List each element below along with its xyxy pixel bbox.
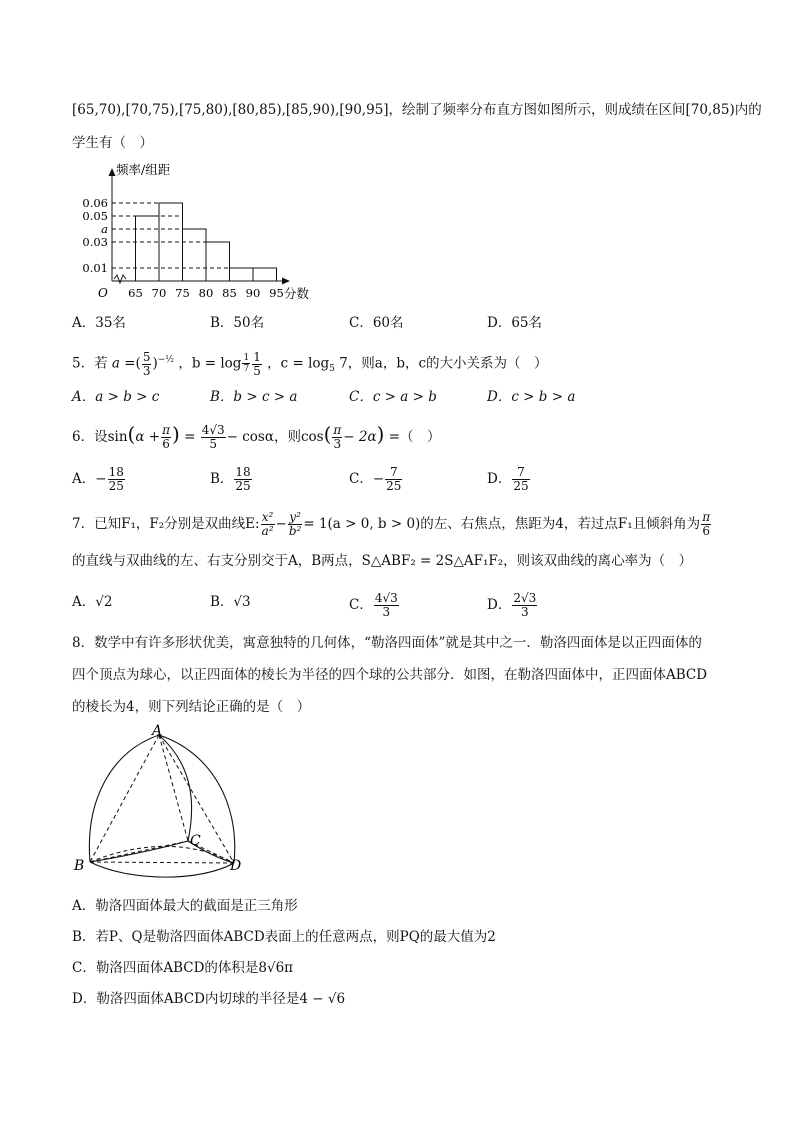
q5-tail: ，则a，b，c的大小关系为（ ）	[347, 355, 548, 372]
q7-line1: 7．已知F₁，F₂分别是双曲线E: $\frac{\text{x²}}{\text{a²}}$ − $\frac{\text{y²}}{\text{b²}}$ = 1(a > 0, b > 0)的左、右焦点，焦距为4，若过点F₁且倾斜角为 $\frac{\pi}{6}$	[72, 510, 711, 538]
bar-80-85	[206, 242, 230, 281]
q8-option-a[interactable]: A．勒洛四面体最大的截面是正三角形	[72, 898, 298, 914]
axis-break-mark	[114, 275, 126, 283]
q7-option-d[interactable]: D． $\frac{2√3}{3}$	[487, 591, 537, 619]
q8-option-c[interactable]: C．勒洛四面体ABCD的体积是8√6π	[72, 960, 294, 976]
q5-b-arg: $\frac{1}{5}$	[253, 349, 261, 378]
arc-B-D	[90, 862, 234, 877]
q6-pi-over-3: $\frac{\pi}{3}$	[333, 423, 342, 451]
x-tick-label-6: 95	[269, 286, 284, 300]
y-axis-title: 频率/组距	[116, 162, 171, 177]
q6-option-a[interactable]: A．− $\frac{18}{25}$	[72, 465, 124, 493]
q6-pi-over-6: $\frac{\pi}{6}$	[162, 423, 170, 451]
q7-y-frac: $\frac{\text{y²}}{\text{b²}}$	[288, 510, 302, 538]
q7-line2: 的直线与双曲线的左、右支分别交于A，B两点，S△ABF₂ = 2S△AF₁F₂，则该双曲线的离心率为（ ）	[72, 553, 693, 569]
q5-b: ，b = log	[178, 355, 242, 372]
q5-eq: =(	[124, 355, 141, 372]
q5-exponent: −½	[157, 355, 175, 365]
q7-option-a[interactable]: A．√2	[72, 594, 113, 610]
q5-option-c[interactable]: C．c > a > b	[349, 389, 437, 405]
x-tick-label-1: 70	[151, 286, 167, 300]
bar-90-95	[253, 268, 277, 281]
histogram-chart	[74, 158, 334, 303]
edge-B-D	[90, 862, 234, 863]
q4-option-a[interactable]: A．35名	[72, 315, 126, 331]
q4-option-c[interactable]: C．60名	[349, 315, 404, 331]
q7-option-b[interactable]: B．√3	[210, 594, 251, 610]
x-tick-label-4: 85	[222, 286, 237, 300]
q4-option-d[interactable]: D．65名	[487, 315, 543, 331]
q6-rhs-frac: $\frac{4√3}{5}$	[201, 423, 225, 451]
y-axis-arrow	[109, 168, 116, 176]
y-tick-label-3: 0.03	[82, 235, 108, 249]
y-tick-label-1: 0.05	[82, 209, 108, 223]
vertex-label-c: C	[190, 833, 201, 849]
q4-option-b[interactable]: B．50名	[210, 315, 265, 331]
q5-number: 5．若	[72, 355, 108, 372]
y-tick-label-0: 0.06	[82, 196, 108, 210]
x-axis-arrow	[282, 278, 290, 285]
y-tick-label-2: a	[101, 222, 108, 236]
x-tick-label-5: 90	[245, 286, 261, 300]
edge-A-B	[90, 735, 159, 862]
origin-label: O	[98, 286, 108, 300]
bar-85-90	[230, 268, 254, 281]
reuleaux-tetrahedron-figure	[70, 722, 260, 882]
q6-option-c[interactable]: C．− $\frac{7}{25}$	[349, 465, 402, 493]
x-tick-label-2: 75	[175, 286, 190, 300]
q6-stem: 6．设sin(α + $\frac{\pi}{6}$ ) = $\frac{4√3}{5}$ − cosα，则cos( $\frac{\pi}{3}$ − 2α) =（ ）	[72, 422, 441, 451]
q5-c: ，c = log	[267, 355, 330, 372]
q6-prefix: 6．设sin	[72, 429, 128, 445]
vertex-label-b: B	[74, 858, 85, 874]
q5-var-a: a	[111, 355, 120, 372]
q5-c-base: 5	[329, 364, 335, 375]
bar-65-70	[136, 216, 160, 281]
q6-option-b[interactable]: B． $\frac{18}{25}$	[210, 465, 251, 493]
q5-option-d[interactable]: D．c > b > a	[487, 389, 576, 405]
q5-stem: 5．若 a =( $\frac{5}{3}$ )$^{-\frac{1}{2}}$ ，b = log $\frac{1}{7}$ $\frac{1}{5}$ ，$c = \log_5 7$，则a，b，c的大小关系为（ ）	[72, 349, 548, 378]
q5-base-frac: $\frac{5}{3}$	[142, 349, 151, 378]
q4-line1: [65,70),[70,75),[75,80),[80,85),[85,90),[90,95]，绘制了频率分布直方图如图所示，则成绩在区间[70,85)内的	[72, 102, 762, 118]
q7-x-frac: $\frac{\text{x²}}{\text{a²}}$	[261, 510, 274, 538]
arc-A-C	[159, 735, 192, 841]
x-tick-label-0: 65	[128, 286, 143, 300]
q8-option-b[interactable]: B．若P、Q是勒洛四面体ABCD表面上的任意两点，则PQ的最大值为2	[72, 929, 496, 945]
y-tick-label-4: 0.01	[82, 261, 108, 275]
q6-option-d[interactable]: D． $\frac{7}{25}$	[487, 465, 529, 493]
q7-option-c[interactable]: C． $\frac{4√3}{3}$	[349, 591, 398, 619]
vertex-label-d: D	[230, 858, 242, 874]
q5-option-b[interactable]: B．b > c > a	[210, 389, 298, 405]
edge-B-C	[90, 841, 188, 862]
bar-75-80	[183, 229, 207, 281]
q5-log-base: $\frac{1}{7}$	[243, 353, 250, 375]
q8-line2: 四个顶点为球心，以正四面体的棱长为半径的四个球的公共部分．如图，在勒洛四面体中，正四面体ABCD	[72, 667, 708, 683]
q5-c-arg: 7	[339, 355, 348, 372]
q8-line1: 8．数学中有许多形状优美，寓意独特的几何体，“勒洛四面体”就是其中之一．勒洛四面体是以正四面体的	[72, 635, 702, 651]
x-axis-title: 分数	[284, 286, 310, 301]
x-tick-label-3: 80	[198, 286, 214, 300]
q7-angle: $\frac{\pi}{6}$	[702, 510, 711, 538]
q8-option-d[interactable]: D．勒洛四面体ABCD内切球的半径是4 − √6	[72, 991, 346, 1007]
q8-line3: 的棱长为4，则下列结论正确的是（ ）	[72, 699, 311, 715]
q5-option-a[interactable]: A．a > b > c	[72, 389, 160, 405]
vertex-label-a: A	[152, 723, 163, 739]
q4-line2: 学生有（ ）	[72, 135, 153, 151]
